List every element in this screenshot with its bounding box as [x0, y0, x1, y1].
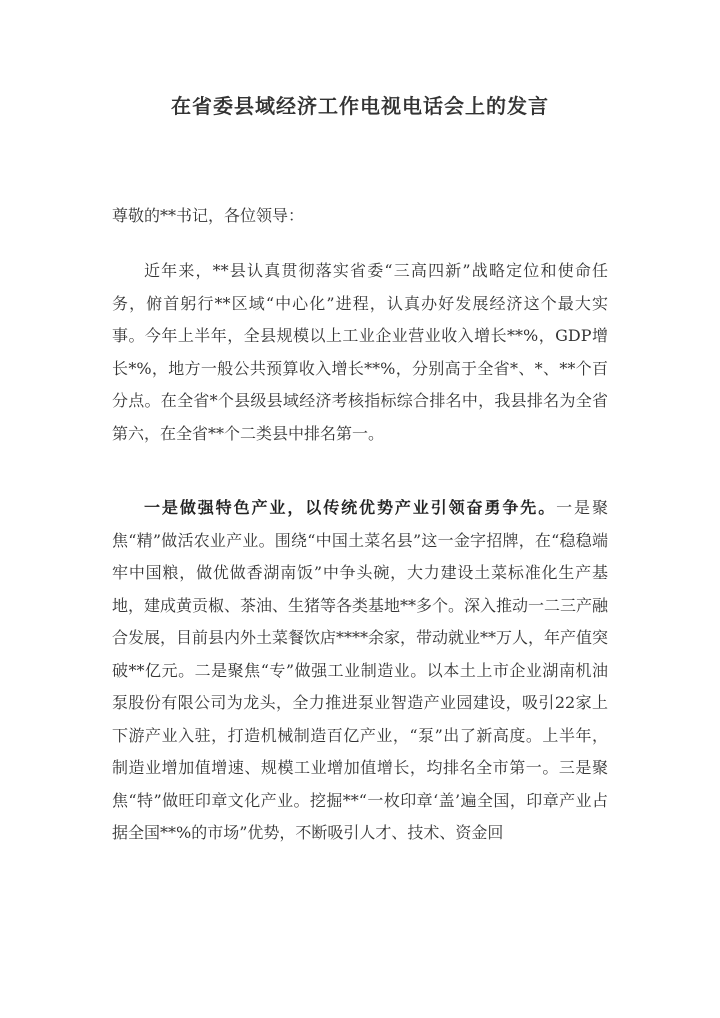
- document-title: 在省委县域经济工作电视电话会上的发言: [171, 94, 549, 118]
- salutation: 尊敬的**书记，各位领导：: [112, 206, 305, 225]
- paragraph-industry-lead: 一是做强特色产业，以传统优势产业引领奋勇争先。: [144, 498, 557, 517]
- paragraph-industry-text: 一是聚焦“精”做活农业产业。围绕“中国土菜名县”这一金字招牌，在“稳稳端牢中国粮，做优做香湖南饭”中争头碗，大力建设土菜标准化生产基地，建成黄贡椒、茶油、生猪等各类基地**多个。深入推动一二三产融合发展，目前县内外土菜餐饮店****余家，带动就业**万人，年产值突破**亿元。二是聚焦“专”做强工业制造业。以本土上市企业湖南机油泵股份有限公司为龙头，全力推进泵业智造产业园建设，吸引22家上下游产业入驻，打造机械制造百亿产业，“泵”出了新高度。上半年，制造业增加值增速、规模工业增加值增长，均排名全市第一。三是聚焦“特”做旺印章文化产业。挖掘**“一枚印章‘盖’遍全国，印章产业占据全国**%的市场”优势，不断吸引人才、技术、资金回: [112, 498, 609, 842]
- paragraph-intro-text: 近年来，**县认真贯彻落实省委“三高四新”战略定位和使命任务，俯首躬行**区域“中心化”进程，认真办好发展经济这个最大实事。今年上半年，全县规模以上工业企业营业收入增长**%，GDP增长*%，地方一般公共预算收入增长**%，分别高于全省*、*、**个百分点。在全省*个县级县域经济考核指标综合排名中，我县排名为全省第六，在全省**个二类县中排名第一。: [112, 261, 608, 443]
- paragraph-industry: [112, 492, 608, 850]
- paragraph-intro: [112, 255, 608, 450]
